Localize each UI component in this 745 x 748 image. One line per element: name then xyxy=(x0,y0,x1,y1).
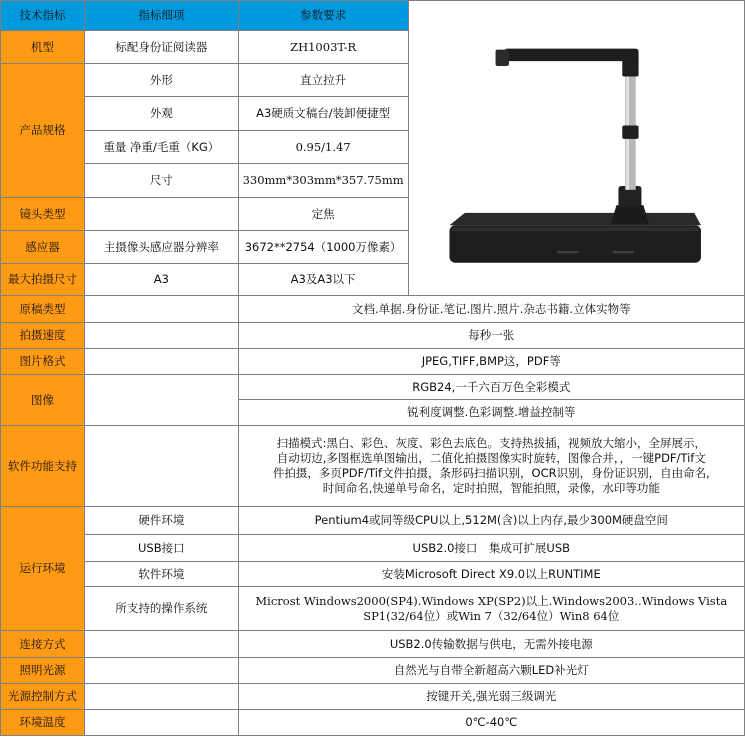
item-weight: 重量 净重/毛重（KG） xyxy=(85,131,239,164)
cat-connect: 连接方式 xyxy=(1,631,85,658)
cat-model: 机型 xyxy=(1,31,85,64)
row-speed xyxy=(1,323,745,349)
os-line-2: SP1(32/64位）或Win 7（32/64位）Win8 64位 xyxy=(363,608,620,623)
blank-connect xyxy=(85,631,239,658)
value-lens: 定焦 xyxy=(238,198,408,231)
software-line-1: 扫描模式:黑白、彩色、灰度、彩色去底色。支持热拔插，视频放大缩小，全屏展示， xyxy=(276,436,706,450)
os-line-1: Microst Windows2000(SP4).Windows XP(SP2)以上.Windows2003..Windows Vista xyxy=(255,593,728,608)
value-doc-type: 文档.单据.身份证.笔记.图片.照片.杂志书籍.立体实物等 xyxy=(238,296,744,323)
value-light-ctrl: 按键开关,强光弱三级调光 xyxy=(238,684,744,710)
product-image xyxy=(413,17,740,278)
software-line-2: 自动切边,多图框选单图输出，二值化拍摄图像实时旋转，图像合并，，一键PDF/Tif文 xyxy=(276,451,706,465)
value-soft-env: 安装Microsoft Direct X9.0以上RUNTIME xyxy=(238,562,744,587)
row-light-ctrl xyxy=(1,684,745,710)
cat-env: 运行环境 xyxy=(1,507,85,631)
blank-software xyxy=(85,426,239,507)
cat-format: 图片格式 xyxy=(1,349,85,375)
value-os xyxy=(238,587,744,631)
value-image1: RGB24,一千六百万色全彩模式 xyxy=(238,375,744,400)
value-speed: 每秒一张 xyxy=(238,323,744,349)
item-size: 尺寸 xyxy=(85,164,239,198)
product-image-cell xyxy=(408,1,744,296)
value-light: 自然光与自带全新超高六颗LED补光灯 xyxy=(238,658,744,684)
cat-product-spec: 产品规格 xyxy=(1,64,85,198)
value-usb: USB2.0接口 集成可扩展USB xyxy=(238,535,744,562)
value-shape: 直立拉升 xyxy=(238,64,408,97)
blank-image xyxy=(85,375,239,426)
value-connect: USB2.0传输数据与供电，无需外接电源 xyxy=(238,631,744,658)
header-tech-indicator: 技术指标 xyxy=(1,1,85,31)
blank-light-ctrl xyxy=(85,684,239,710)
value-weight: 0.95/1.47 xyxy=(238,131,408,164)
value-size: 330mm*303mm*357.75mm xyxy=(238,164,408,198)
row-light xyxy=(1,658,745,684)
value-temp: 0℃-40℃ xyxy=(238,710,744,736)
row-image1 xyxy=(1,375,745,400)
header-indicator-detail: 指标细项 xyxy=(85,1,239,31)
value-appearance: A3硬质文稿台/装卸便捷型 xyxy=(238,97,408,131)
blank-doc-type xyxy=(85,296,239,323)
item-os: 所支持的操作系统 xyxy=(85,587,239,631)
value-software xyxy=(238,426,744,507)
item-model: 标配身份证阅读器 xyxy=(85,31,239,64)
cat-temp: 环境温度 xyxy=(1,710,85,736)
cat-doc-type: 原稿类型 xyxy=(1,296,85,323)
cat-max-size: 最大拍摄尺寸 xyxy=(1,264,85,296)
document-camera-scanner-icon xyxy=(413,17,740,274)
item-sensor: 主摄像头感应器分辨率 xyxy=(85,231,239,264)
row-usb xyxy=(1,535,745,562)
software-line-3: 件拍摄，多页PDF/Tif文件拍摄，条形码扫描识别，OCR识别，身份证识别，自由命名, xyxy=(272,466,710,480)
value-sensor: 3672**2754（1000万像素） xyxy=(238,231,408,264)
row-connect xyxy=(1,631,745,658)
blank-light xyxy=(85,658,239,684)
row-temp xyxy=(1,710,745,736)
item-hardware: 硬件环境 xyxy=(85,507,239,535)
cat-light-ctrl: 光源控制方式 xyxy=(1,684,85,710)
cat-sensor: 感应器 xyxy=(1,231,85,264)
value-image2: 锐利度调整.色彩调整.增益控制等 xyxy=(238,400,744,426)
row-soft-env xyxy=(1,562,745,587)
row-software xyxy=(1,426,745,507)
row-os xyxy=(1,587,745,631)
blank-temp xyxy=(85,710,239,736)
value-format: JPEG,TIFF,BMP这，PDF等 xyxy=(238,349,744,375)
item-soft-env: 软件环境 xyxy=(85,562,239,587)
row-hardware xyxy=(1,507,745,535)
header-row xyxy=(1,1,745,31)
item-shape: 外形 xyxy=(85,64,239,97)
blank-format xyxy=(85,349,239,375)
cat-software: 软件功能支持 xyxy=(1,426,85,507)
cat-lens: 镜头类型 xyxy=(1,198,85,231)
blank-speed xyxy=(85,323,239,349)
item-appearance: 外观 xyxy=(85,97,239,131)
item-max-size: A3 xyxy=(85,264,239,296)
cat-speed: 拍摄速度 xyxy=(1,323,85,349)
header-parameter: 参数要求 xyxy=(238,1,408,31)
value-hardware: Pentium4或同等级CPU以上,512M(含)以上内存,最少300M硬盘空间 xyxy=(238,507,744,535)
cat-light: 照明光源 xyxy=(1,658,85,684)
value-max-size: A3及A3以下 xyxy=(238,264,408,296)
item-usb: USB接口 xyxy=(85,535,239,562)
value-model: ZH1003T-R xyxy=(238,31,408,64)
item-lens xyxy=(85,198,239,231)
row-doc-type xyxy=(1,296,745,323)
software-line-4: 时间命名,快递单号命名，定时拍照，智能拍照，录像，水印等功能 xyxy=(322,481,660,495)
row-format xyxy=(1,349,745,375)
cat-image: 图像 xyxy=(1,375,85,426)
